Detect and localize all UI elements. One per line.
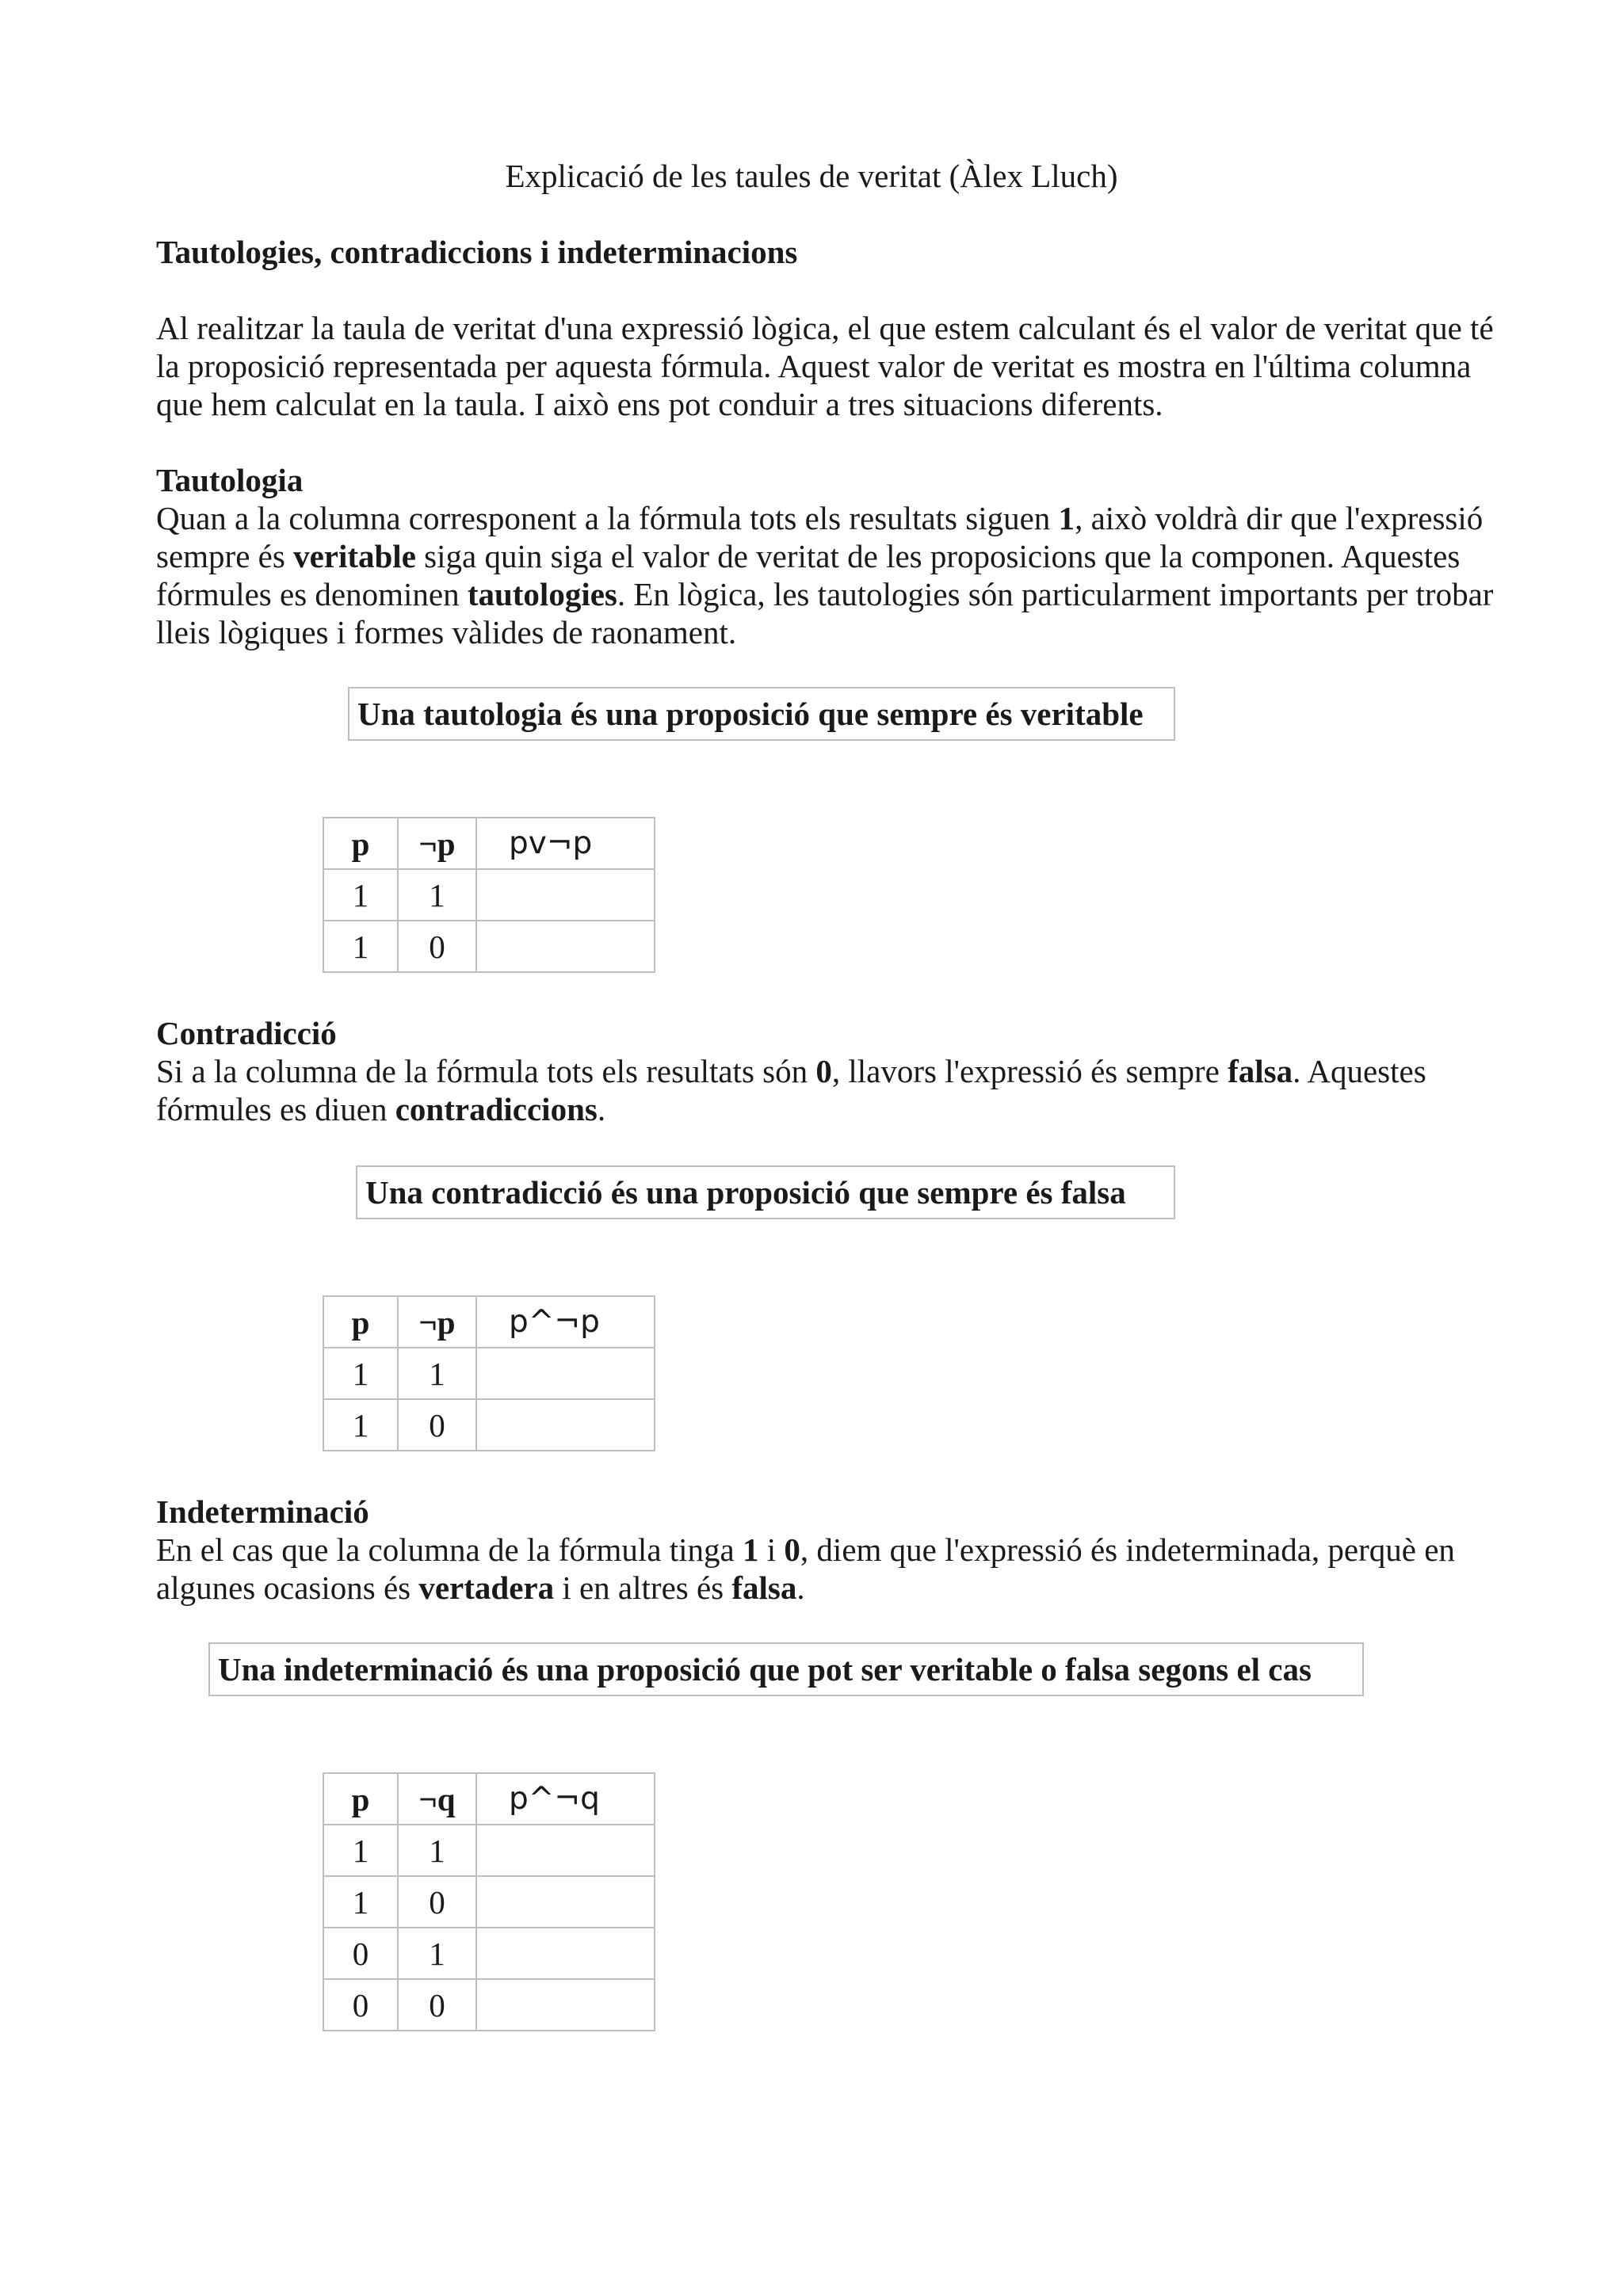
table-cell: 0 — [398, 1399, 476, 1451]
table-cell: 1 — [323, 1876, 398, 1928]
table-cell: 1 — [323, 1399, 398, 1451]
main-heading: Tautologies, contradiccions i indeterminacions — [156, 234, 798, 270]
table-header-cell: ¬p — [398, 1296, 476, 1348]
contradiccio-definition-box: Una contradicció és una proposició que sempre és falsa — [356, 1165, 1175, 1219]
table-cell — [476, 1876, 655, 1928]
tautologia-heading: Tautologia — [156, 462, 304, 498]
table-cell: 1 — [398, 1348, 476, 1399]
contradiccio-truth-table — [323, 1295, 655, 1451]
table-cell: 1 — [398, 1825, 476, 1876]
table-header-cell: p — [323, 1296, 398, 1348]
table-cell — [476, 921, 655, 972]
table-cell — [476, 1928, 655, 1979]
table-row — [323, 1825, 655, 1876]
table-cell: 1 — [323, 921, 398, 972]
table-cell: 1 — [398, 869, 476, 921]
table-cell: 1 — [323, 1348, 398, 1399]
indeterminacio-paragraph: En el cas que la columna de la fórmula tinga 1 i 0, diem que l'expressió és indeterminada, perquè en algunes ocasions és vertadera i en altres és falsa. — [156, 1531, 1455, 1606]
table-row — [323, 869, 655, 921]
table-cell — [476, 1348, 655, 1399]
table-header-cell: ¬p — [398, 818, 476, 869]
table-header-row — [323, 1296, 655, 1348]
tautologia-truth-table — [323, 817, 655, 973]
table-row — [323, 1928, 655, 1979]
table-cell — [476, 1825, 655, 1876]
table-row — [323, 921, 655, 972]
table-cell: 0 — [398, 1979, 476, 2031]
table-header-cell: ¬q — [398, 1773, 476, 1825]
table-cell: 0 — [323, 1928, 398, 1979]
table-cell: 1 — [323, 869, 398, 921]
tautologia-definition-box: Una tautologia és una proposició que sempre és veritable — [348, 687, 1175, 741]
table-header-cell: p — [323, 818, 398, 869]
contradiccio-paragraph: Si a la columna de la fórmula tots els resultats són 0, llavors l'expressió és sempre falsa. Aquestes fórmules es diuen contradiccions. — [156, 1053, 1426, 1127]
table-cell: 0 — [398, 921, 476, 972]
indeterminacio-heading: Indeterminació — [156, 1493, 369, 1530]
table-header-cell: p^¬q — [476, 1773, 655, 1825]
indeterminacio-truth-table — [323, 1772, 655, 2031]
table-row — [323, 1348, 655, 1399]
table-header-cell: p^¬p — [476, 1296, 655, 1348]
table-header-row — [323, 818, 655, 869]
table-cell — [476, 1399, 655, 1451]
contradiccio-heading: Contradicció — [156, 1015, 337, 1051]
table-cell: 1 — [323, 1825, 398, 1876]
table-row — [323, 1979, 655, 2031]
intro-paragraph: Al realitzar la taula de veritat d'una expressió lògica, el que estem calculant és el valor de veritat que té la proposició representada per aquesta fórmula. Aquest valor de veritat es mostra en l'última columna que hem calculat en la taula. I això ens pot conduir a tres situacions diferents. — [156, 310, 1494, 422]
table-cell: 0 — [398, 1876, 476, 1928]
document-title: Explicació de les taules de veritat (Àlex Lluch) — [505, 158, 1118, 194]
table-cell — [476, 869, 655, 921]
tautologia-paragraph: Quan a la columna corresponent a la fórmula tots els resultats siguen 1, això voldrà dir que l'expressió sempre és veritable siga quin siga el valor de veritat de les proposicions que la componen. Aquestes fórmules es denominen tautologies. En lògica, les tautologies són particularment importants per trobar lleis lògiques i formes vàlides de raonament. — [156, 500, 1494, 650]
table-row — [323, 1399, 655, 1451]
indeterminacio-definition-box: Una indeterminació és una proposició que pot ser veritable o falsa segons el cas — [208, 1642, 1364, 1696]
table-header-cell: pv¬p — [476, 818, 655, 869]
table-row — [323, 1876, 655, 1928]
table-cell: 0 — [323, 1979, 398, 2031]
table-cell: 1 — [398, 1928, 476, 1979]
table-header-cell: p — [323, 1773, 398, 1825]
table-cell — [476, 1979, 655, 2031]
table-header-row — [323, 1773, 655, 1825]
